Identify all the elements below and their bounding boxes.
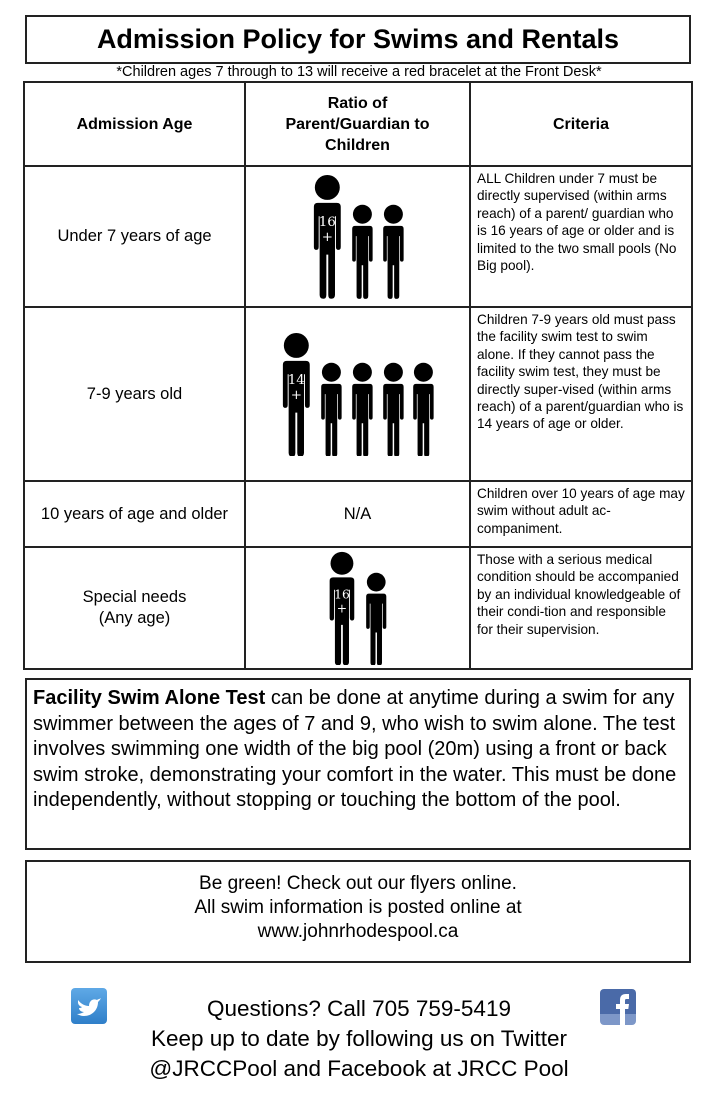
table-header-row bbox=[24, 82, 692, 166]
criteria-cell: ALL Children under 7 must be directly supervised (within arms reach) of a parent/ guardian who is 16 years of age or older and is limited to the two small pools (No Big pool). bbox=[470, 166, 692, 307]
age-cell: Under 7 years of age bbox=[24, 166, 245, 307]
follow-line: Keep up to date by following us on Twitter bbox=[150, 1026, 568, 1051]
header-ratio-text: Ratio of Parent/Guardian to Children bbox=[285, 94, 430, 154]
child-figure-icon bbox=[350, 362, 375, 457]
page-title-box bbox=[25, 15, 691, 64]
swim-test-text bbox=[33, 686, 683, 814]
table-row bbox=[24, 307, 692, 481]
bracelet-note: *Children ages 7 through to 13 will receive a red bracelet at the Front Desk* bbox=[116, 64, 602, 80]
adult-figure-icon bbox=[280, 332, 313, 457]
child-figure-icon bbox=[381, 362, 406, 457]
criteria-cell: Those with a serious medical condition should be accompanied by an individual knowledgeable of their condi-tion and responsible for their supervision. bbox=[470, 547, 692, 669]
child-figure-icon bbox=[381, 204, 406, 299]
header-ratio bbox=[245, 82, 470, 166]
ratio-cell: N/A bbox=[245, 481, 470, 547]
ratio-cell bbox=[245, 307, 470, 481]
table-row bbox=[24, 547, 692, 669]
header-admission-age: Admission Age bbox=[24, 82, 245, 166]
swim-test-box bbox=[25, 678, 691, 850]
online-info-box bbox=[25, 860, 691, 963]
child-figure-icon bbox=[411, 362, 436, 457]
age-cell: 10 years of age and older bbox=[24, 481, 245, 547]
criteria-cell: Children over 10 years of age may swim without adult ac-companiment. bbox=[470, 481, 692, 547]
criteria-cell: Children 7-9 years old must pass the facility swim test to swim alone. If they cannot pass the facility swim test, they must be directly super-vised (within arms reach) of a parent/guardian who is 14 years of age or older. bbox=[470, 307, 692, 481]
adult-age-plus: + bbox=[290, 387, 302, 403]
page-title: Admission Policy for Swims and Rentals bbox=[96, 24, 620, 54]
adult-age-label: 16 bbox=[318, 214, 336, 230]
website-link[interactable]: www.johnrhodespool.ca bbox=[257, 921, 459, 942]
admission-policy-table bbox=[23, 81, 693, 670]
swim-test-heading: Facility Swim Alone Test bbox=[33, 687, 266, 709]
ratio-cell bbox=[245, 166, 470, 307]
adult-age-plus: + bbox=[337, 601, 348, 616]
adult-figure-icon bbox=[327, 551, 357, 665]
ratio-cell bbox=[245, 547, 470, 669]
ratio-figures bbox=[246, 174, 469, 299]
age-text: Special needs (Any age) bbox=[82, 588, 187, 627]
table-row bbox=[24, 481, 692, 547]
header-criteria: Criteria bbox=[470, 82, 692, 166]
swim-test-body: can be done at anytime during a swim for any swimmer between the ages of 7 and 9, who wish to swim alone. The test involves swimming one width of the big pool (20m) using a front or back swim stroke, demonstrating your comfort in the water. This must be done independently, without stopping or touching the bottom of the pool. bbox=[33, 687, 677, 812]
child-figure-icon bbox=[350, 204, 375, 299]
age-cell: 7-9 years old bbox=[24, 307, 245, 481]
child-figure-icon bbox=[364, 572, 388, 666]
adult-age-label: 16 bbox=[334, 587, 351, 602]
adult-age-label: 14 bbox=[287, 372, 305, 388]
ratio-figures bbox=[246, 332, 469, 457]
adult-figure-icon bbox=[311, 174, 344, 299]
child-figure-icon bbox=[319, 362, 344, 457]
social-handles-line: @JRCCPool and Facebook at JRCC Pool bbox=[149, 1056, 569, 1081]
age-cell bbox=[24, 547, 245, 669]
adult-age-plus: + bbox=[321, 230, 333, 246]
online-info-line: All swim information is posted online at bbox=[194, 897, 522, 918]
ratio-figures bbox=[246, 551, 469, 665]
green-line: Be green! Check out our flyers online. bbox=[199, 873, 517, 894]
questions-line: Questions? Call 705 759-5419 bbox=[207, 996, 511, 1021]
table-row bbox=[24, 166, 692, 307]
